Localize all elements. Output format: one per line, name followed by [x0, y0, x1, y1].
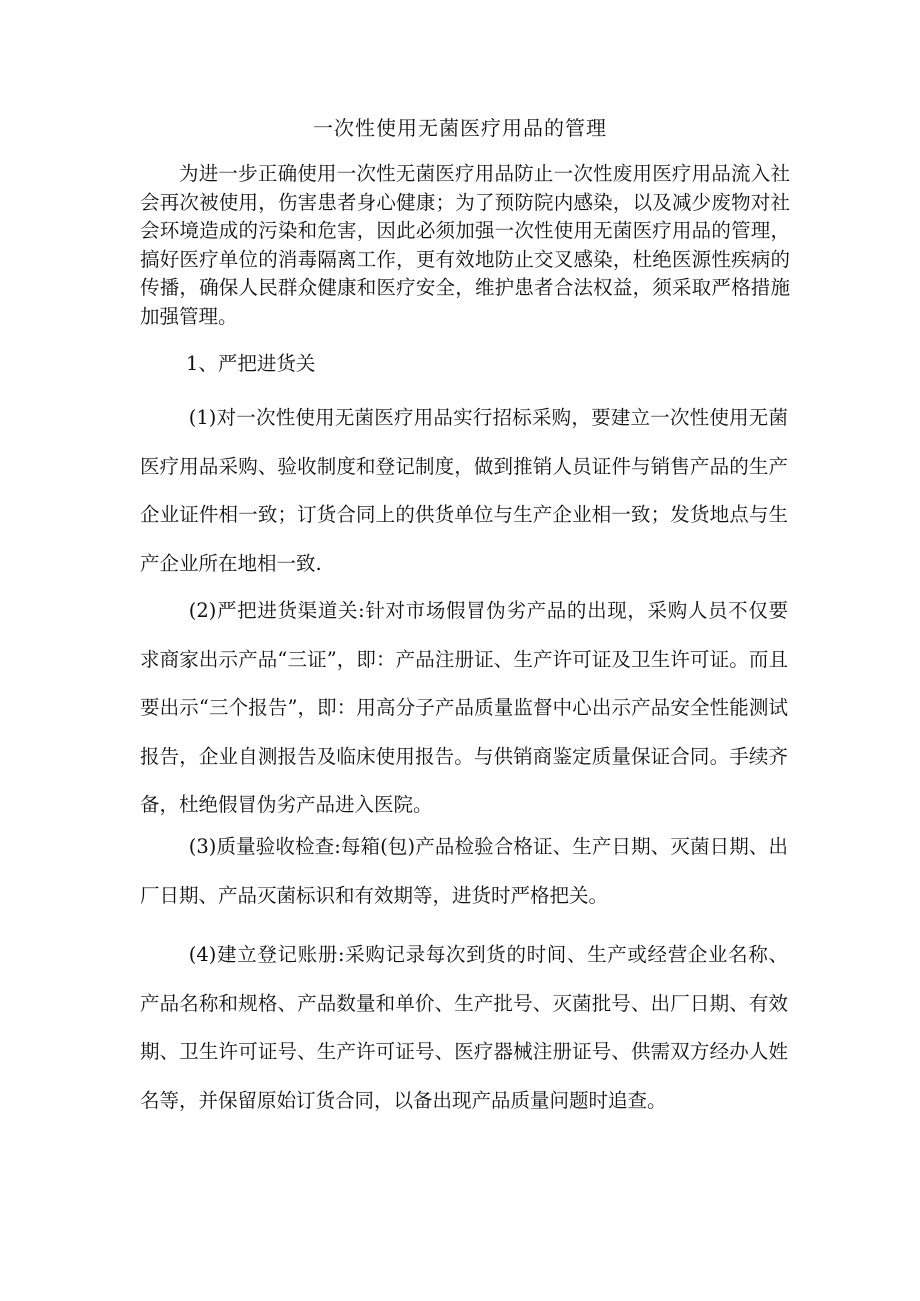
item-paragraph-3: (3)质量验收检查:每箱(包)产品检验合格证、生产日期、灭菌日期、出厂日期、产品灭菌标识和有效期等，进货时严格把关。 [140, 835, 788, 907]
item-paragraph-1: (1)对一次性使用无菌医疗用品实行招标采购，要建立一次性使用无菌医疗用品采购、验收制度和登记制度，做到推销人员证件与销售产品的生产企业证件相一致；订货合同上的供货单位与生产企业相一致；发货地点与生产企业所在地相一致. [140, 406, 788, 575]
intro-paragraph: 为进一步正确使用一次性无菌医疗用品防止一次性废用医疗用品流入社会再次被使用，伤害患者身心健康；为了预防院内感染，以及减少废物对社会环境造成的污染和危害，因此必须加强一次性使用无菌医疗用品的管理，搞好医疗单位的消毒隔离工作，更有效地防止交叉感染，杜绝医源性疾病的传播，确保人民群众健康和医疗安全，维护患者合法权益，须采取严格措施加强管理。 [140, 162, 790, 328]
document-title: 一次性使用无菌医疗用品的管理 [313, 116, 607, 140]
item-paragraph-4: (4)建立登记账册:采购记录每次到货的时间、生产或经营企业名称、产品名称和规格、产品数量和单价、生产批号、灭菌批号、出厂日期、有效期、卫生许可证号、生产许可证号、医疗器械注册证号、供需双方经办人姓名等，并保留原始订货合同，以备出现产品质量问题时追查。 [140, 943, 788, 1112]
item-paragraph-2: (2)严把进货渠道关:针对市场假冒伪劣产品的出现，采购人员不仅要求商家出示产品“三证”，即：产品注册证、生产许可证及卫生许可证。而且要出示“三个报告”，即：用高分子产品质量监督中心出示产品安全性能测试报告，企业自测报告及临床使用报告。与供销商鉴定质量保证合同。手续齐备，杜绝假冒伪劣产品进入医院。 [140, 599, 788, 816]
section-heading-1: 1、严把进货关 [186, 352, 316, 375]
